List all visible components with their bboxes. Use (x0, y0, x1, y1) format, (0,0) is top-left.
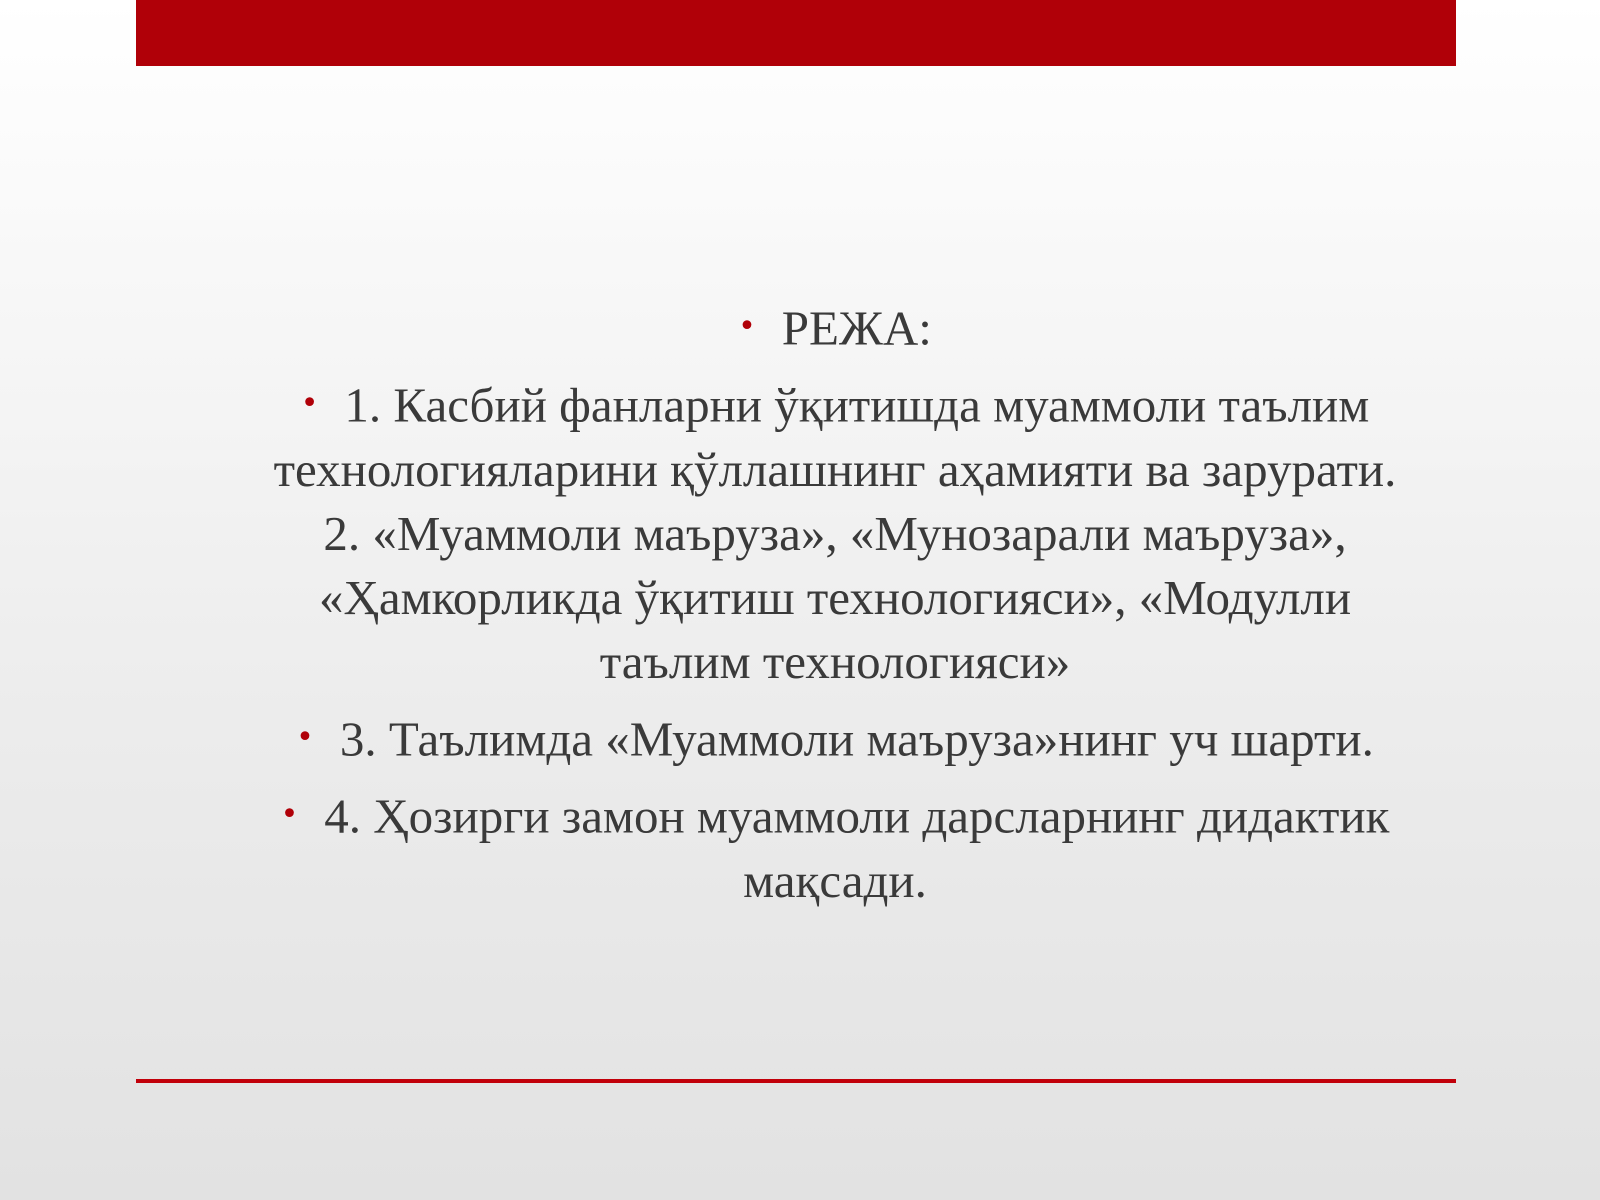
list-item-text: технологияларини қўллашнинг аҳамияти ва зарурати. (273, 441, 1397, 497)
list-item-text: таълим технологияси» (599, 633, 1071, 689)
list-item (200, 706, 1470, 771)
plan-list (200, 295, 1470, 925)
list-item (200, 295, 1470, 360)
bottom-divider (136, 1079, 1456, 1083)
list-item-text: «Ҳамкорликда ўқитиш технологияси», «Модулли (318, 569, 1352, 625)
bullet-icon: • (296, 719, 314, 755)
bullet-icon: • (300, 386, 319, 422)
list-item-text: мақсади. (743, 852, 927, 908)
list-item-line (200, 783, 1470, 848)
list-item-text: РЕЖА: (781, 300, 932, 356)
bullet-icon: • (738, 309, 756, 344)
list-item (200, 783, 1470, 912)
list-item-text: 3. Таълимда «Муаммоли маъруза»нинг уч шарти. (339, 711, 1374, 767)
list-item-text: 1. Касбий фанларни ўқитишда муаммоли таълим (344, 377, 1370, 433)
list-item (200, 372, 1470, 693)
list-item-line (200, 372, 1470, 437)
list-item-text: 2. «Муаммоли маъруза», «Мунозарали маъруза», (323, 505, 1347, 561)
bullet-icon: • (280, 797, 299, 833)
top-accent-bar (136, 0, 1456, 66)
list-item-text: 4. Ҳозирги замон муаммоли дарсларнинг дидактик (324, 788, 1390, 844)
